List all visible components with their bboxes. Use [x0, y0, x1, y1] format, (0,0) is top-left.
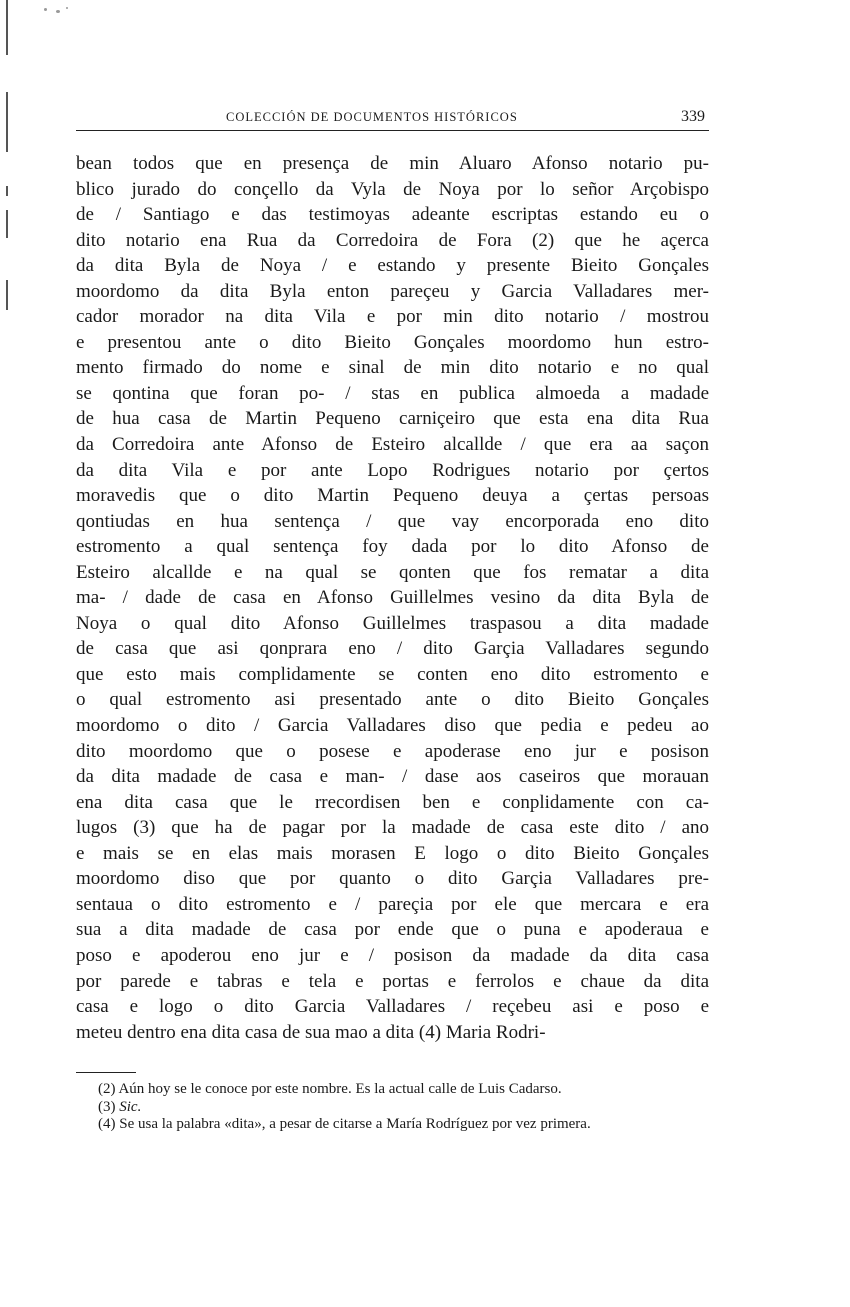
- text-line: mento firmado do nome e sinal de min dito notario e no qual: [76, 357, 709, 379]
- text-line: que esto mais complidamente se conten eno dito estromento e: [76, 663, 709, 685]
- text-line: moordomo diso que por quanto o dito Garçia Valladares pre-: [76, 868, 709, 890]
- text-line: lugos (3) que ha de pagar por la madade de casa este dito / ano: [76, 817, 709, 839]
- body-text: [76, 151, 709, 1045]
- footnotes: [76, 1081, 709, 1134]
- text-line: de hua casa de Martin Pequeno carniçeiro que esta ena dita Rua: [76, 408, 709, 430]
- text-line: ena dita casa que le rrecordisen ben e conplidamente con ca-: [76, 791, 709, 813]
- text-line: de / Santiago e das testimoyas adeante escriptas estando eu o: [76, 204, 709, 226]
- text-line: Esteiro alcallde e na qual se qonten que fos rematar a dita: [76, 561, 709, 583]
- text-line: dito moordomo que o posese e apoderase eno jur e posison: [76, 740, 709, 762]
- text-line: cador morador na dita Vila e por min dito notario / mostrou: [76, 306, 709, 328]
- scan-edge-mark: [6, 280, 8, 310]
- text-line: de casa que asi qonprara eno / dito Garçia Valladares segundo: [76, 638, 709, 660]
- text-line: moordomo o dito / Garcia Valladares diso que pedia e pedeu ao: [76, 715, 709, 737]
- text-line: moravedis que o dito Martin Pequeno deuya a çertas persoas: [76, 485, 709, 507]
- scan-edge-mark: [6, 92, 8, 152]
- scan-edge-mark: [6, 186, 8, 196]
- text-line: e mais se en elas mais morasen E logo o dito Bieito Gonçales: [76, 842, 709, 864]
- text-line: ma- / dade de casa en Afonso Guillelmes vesino da dita Byla de: [76, 587, 709, 609]
- header-rule: [76, 130, 709, 131]
- scan-edge-mark: [6, 210, 8, 238]
- text-line: da dita madade de casa e man- / dase aos caseiros que morauan: [76, 766, 709, 788]
- text-line: qontiudas en hua sentença / que vay encorporada eno dito: [76, 510, 709, 532]
- text-line: bean todos que en presença de min Aluaro Afonso notario pu-: [76, 153, 709, 174]
- text-line: por parede e tabras e tela e portas e ferrolos e chaue da dita: [76, 970, 709, 992]
- text-line: se qontina que foran po- / stas en publica almoeda a madade: [76, 382, 709, 404]
- text-line: e presentou ante o dito Bieito Gonçales moordomo hun estro-: [76, 331, 709, 353]
- scan-speck: [56, 10, 60, 13]
- running-header: [76, 108, 709, 130]
- footnote-marker: (4): [98, 1116, 116, 1132]
- text-line: o qual estromento asi presentado ante o dito Bieito Gonçales: [76, 689, 709, 711]
- text-line: moordomo da dita Byla enton pareçeu y Garcia Valladares mer-: [76, 280, 709, 302]
- scan-speck: [66, 7, 68, 9]
- text-line: casa e logo o dito Garcia Valladares / reçebeu asi e poso e: [76, 996, 709, 1018]
- text-line: da dita Byla de Noya / e estando y presente Bieito Gonçales: [76, 255, 709, 277]
- footnote-marker: (3): [98, 1098, 116, 1115]
- footnote-separator: [76, 1072, 136, 1073]
- text-line: dito notario ena Rua da Corredoira de Fora (2) que he açerca: [76, 229, 709, 251]
- text-line: estromento a qual sentença foy dada por lo dito Afonso de: [76, 536, 709, 558]
- footnote: [76, 1081, 709, 1099]
- footnote-text: Se usa la palabra «dita», a pesar de citarse a María Rodríguez por vez primera.: [119, 1116, 591, 1132]
- text-line: Noya o qual dito Afonso Guillelmes traspasou a dita madade: [76, 612, 709, 634]
- text-line: sentaua o dito estromento e / pareçia por ele que mercara e era: [76, 893, 709, 915]
- footnote: [76, 1099, 709, 1117]
- text-line: meteu dentro ena dita casa de sua mao a dita (4) Maria Rodri-: [76, 1021, 546, 1043]
- text-line: blico jurado do conçello da Vyla de Noya por lo señor Arçobispo: [76, 178, 709, 200]
- footnote: [76, 1116, 709, 1134]
- footnote-text: Sic.: [119, 1098, 142, 1115]
- footnote-marker: (2): [98, 1081, 116, 1097]
- page-number: 339: [681, 108, 705, 125]
- text-line: sua a dita madade de casa por ende que o puna e apoderaua e: [76, 919, 709, 941]
- text-line: da dita Vila e por ante Lopo Rodrigues notario por çertos: [76, 459, 709, 481]
- running-header-title: COLECCIÓN DE DOCUMENTOS HISTÓRICOS: [226, 110, 518, 124]
- text-line: da Corredoira ante Afonso de Esteiro alcallde / que era aa saçon: [76, 434, 709, 456]
- scan-edge-mark: [6, 0, 8, 55]
- scan-speck: [44, 8, 47, 11]
- text-line: poso e apoderou eno jur e / posison da madade da dita casa: [76, 944, 709, 966]
- footnote-text: Aún hoy se le conoce por este nombre. Es la actual calle de Luis Cadarso.: [118, 1081, 562, 1097]
